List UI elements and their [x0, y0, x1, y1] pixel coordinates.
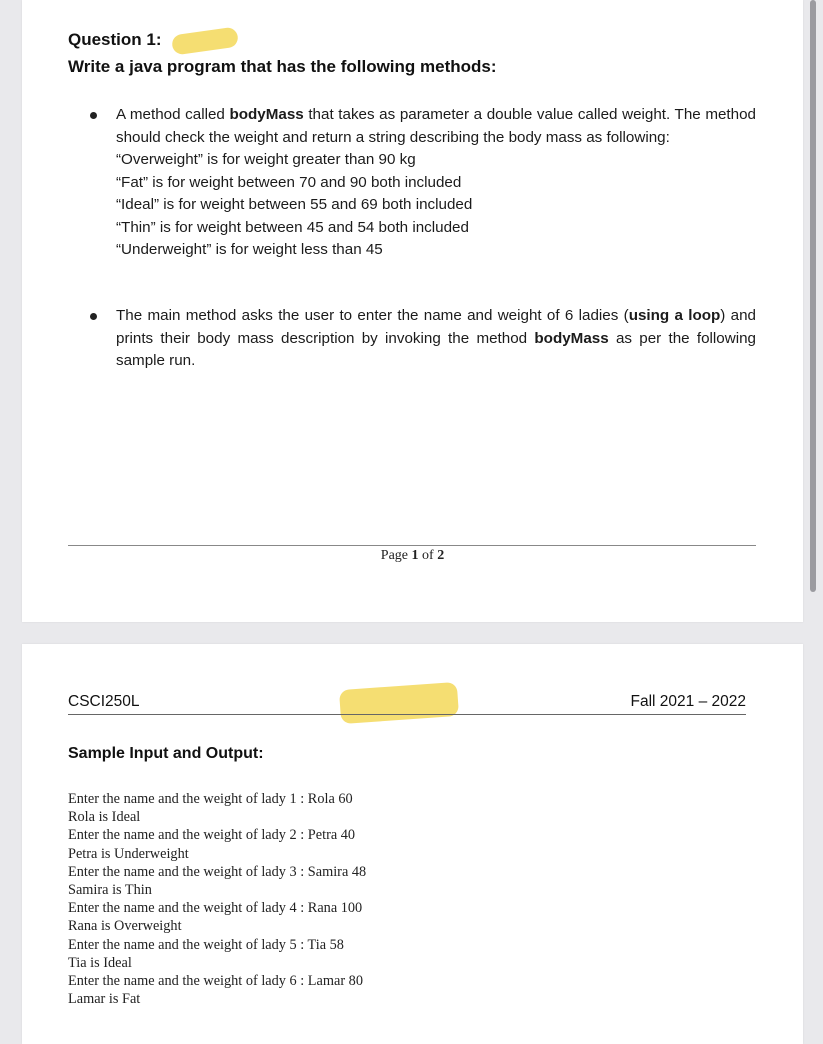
console-line: Petra is Underweight: [68, 845, 189, 862]
sample-title: Sample Input and Output:: [68, 745, 264, 762]
console-line: Samira is Thin: [68, 882, 152, 899]
bullet2-bold-a: using a loop: [628, 307, 721, 324]
bullet2-part-c: as per the following sample run.: [116, 329, 756, 369]
question-title: Question 1:: [68, 30, 162, 49]
console-line: Rola is Ideal: [68, 809, 141, 826]
bullet1-intro-b: that takes as parameter a double value called weight. The method should check the weight and return a string describing the body mass as following:: [116, 106, 756, 146]
semester: Fall 2021 – 2022: [630, 693, 746, 710]
console-line: Lamar is Fat: [68, 991, 141, 1008]
bullet-bodymass-description: [116, 104, 756, 262]
page-total: 2: [437, 548, 445, 563]
console-line: Enter the name and the weight of lady 2 : Petra 40: [68, 827, 356, 844]
bullet2-part-a: The main method asks the user to enter the name and weight of 6 ladies (: [116, 307, 629, 324]
console-line: Enter the name and the weight of lady 5 : Tia 58: [68, 936, 344, 953]
page-prefix: Page: [380, 548, 412, 563]
console-line: Enter the name and the weight of lady 4 : Rana 100: [68, 900, 363, 917]
rule-fat: “Fat” is for weight between 70 and 90 both included: [116, 173, 462, 191]
bullet2-bold-b: bodyMass: [534, 329, 609, 347]
console-line: Rana is Overweight: [68, 918, 182, 935]
console-line: Tia is Ideal: [68, 954, 132, 971]
page-number: [22, 548, 803, 564]
sample-run-output: [68, 790, 366, 1008]
footer-rule: [68, 545, 756, 546]
bullet-main-method-description: [116, 305, 756, 373]
console-line: Enter the name and the weight of lady 1 : Rola 60: [68, 791, 353, 807]
bullet-dot: [90, 112, 97, 119]
bullet-dot: [90, 313, 97, 320]
question-subtitle: Write a java program that has the following methods:: [68, 57, 497, 76]
redaction-mark: [339, 682, 459, 724]
document-page-1: [22, 0, 803, 622]
bullet2-part-b: ) and prints their body mass description by invoking the method: [116, 307, 756, 347]
course-code: CSCI250L: [68, 693, 140, 710]
redaction-mark: [171, 27, 239, 56]
page-mid: of: [418, 548, 438, 563]
bullet1-intro-a: A method called: [116, 106, 230, 123]
console-line: Enter the name and the weight of lady 6 : Lamar 80: [68, 973, 363, 990]
page-current: 1: [411, 548, 419, 563]
rule-thin: “Thin” is for weight between 45 and 54 both included: [116, 218, 469, 236]
rule-underweight: “Underweight” is for weight less than 45: [116, 241, 383, 258]
vertical-scrollbar[interactable]: [810, 0, 816, 592]
console-line: Enter the name and the weight of lady 3 : Samira 48: [68, 863, 367, 880]
rule-ideal: “Ideal” is for weight between 55 and 69 both included: [116, 196, 473, 213]
rule-overweight: “Overweight” is for weight greater than 90 kg: [116, 151, 416, 168]
header-rule: [68, 714, 746, 715]
bullet1-method-name: bodyMass: [229, 106, 304, 123]
document-page-2: [22, 644, 803, 1044]
